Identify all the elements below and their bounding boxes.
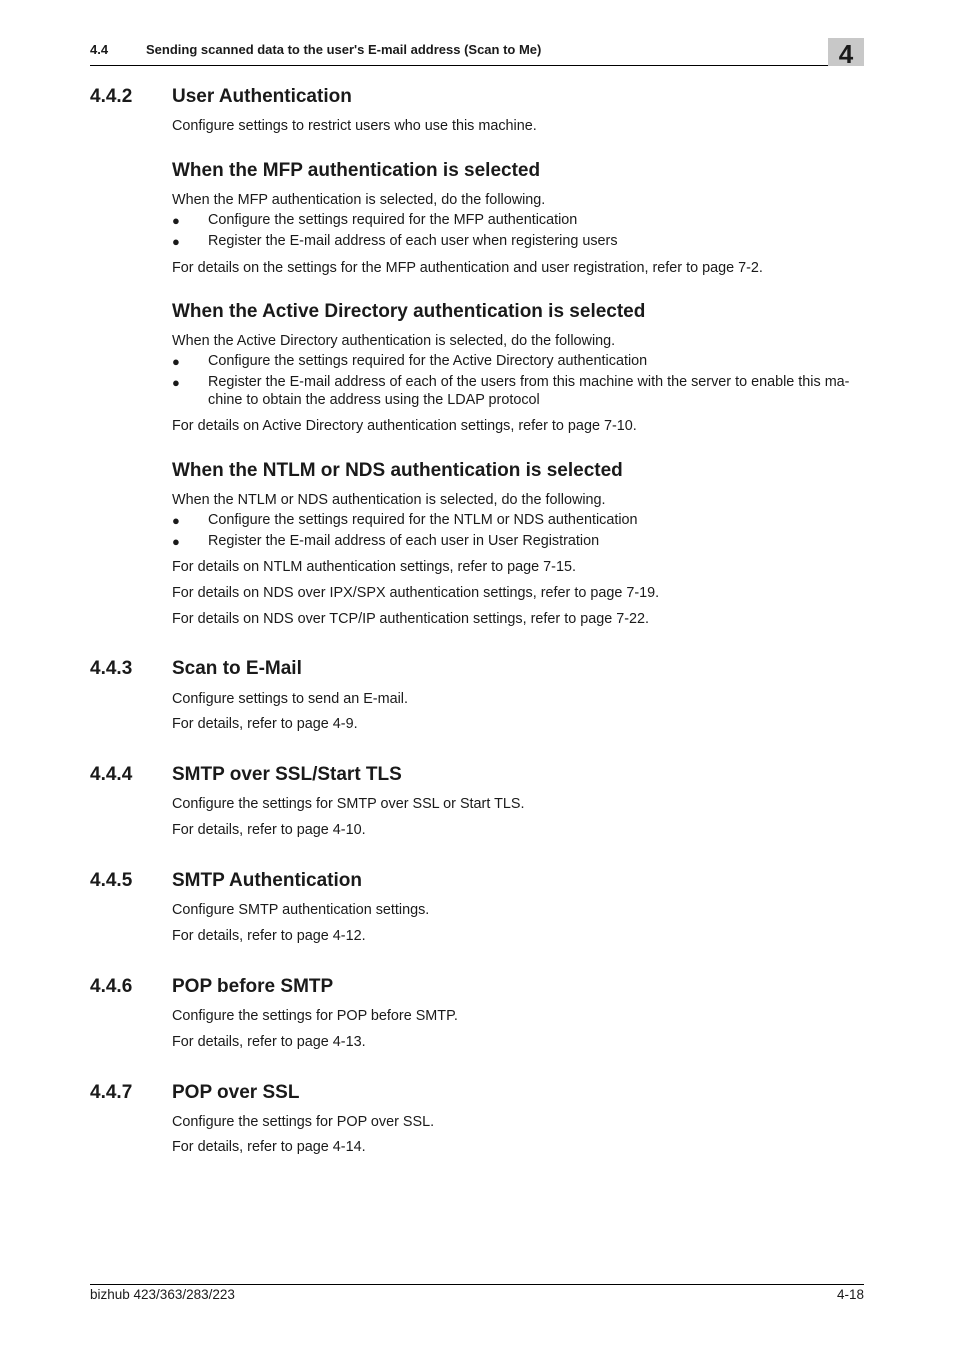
section-text: Configure the settings for POP over SSL. [172,1114,435,1130]
chapter-tab: 4 [828,38,864,66]
header-section-title: Sending scanned data to the user's E-mail address (Scan to Me) [146,42,542,57]
mfp-details: For details on the settings for the MFP authentication and user registration, refer to page 7-2. [172,260,763,276]
section-number-4-4-7: 4.4.7 [90,1082,133,1103]
mfp-bullet-1: Configure the settings required for the MFP authentication [208,212,578,228]
bullet-icon: ● [172,534,180,549]
section-title-pop-before-smtp: POP before SMTP [172,976,334,997]
header-rule [90,65,864,66]
bullet-icon: ● [172,234,180,249]
section-reference: For details, refer to page 4-13. [172,1034,366,1050]
section-number-4-4-2: 4.4.2 [90,86,133,107]
ntlm-details-2: For details on NDS over IPX/SPX authentication settings, refer to page 7-19. [172,585,660,601]
section-title-smtp-ssl: SMTP over SSL/Start TLS [172,764,402,785]
mfp-bullet-2: Register the E-mail address of each user when registering users [208,233,618,249]
ad-lead: When the Active Directory authentication is selected, do the following. [172,333,616,349]
bullet-icon: ● [172,213,180,228]
section-intro: Configure settings to restrict users who use this machine. [172,118,537,134]
bullet-icon: ● [172,375,180,390]
subheading-active-directory: When the Active Directory authentication is selected [172,301,646,322]
footer-page-number: 4-18 [836,1287,864,1302]
ad-bullet-2-line-2: chine to obtain the address using the LDAP protocol [208,392,540,408]
header-section-number: 4.4 [90,42,109,57]
section-text: Configure the settings for SMTP over SSL or Start TLS. [172,796,525,812]
section-title-pop-over-ssl: POP over SSL [172,1082,300,1103]
section-text: Configure settings to send an E-mail. [172,691,408,707]
section-title-smtp-auth: SMTP Authentication [172,870,362,891]
section-reference: For details, refer to page 4-14. [172,1139,366,1155]
bullet-icon: ● [172,513,180,528]
section-title-user-authentication: User Authentication [172,86,352,107]
ntlm-details-1: For details on NTLM authentication settings, refer to page 7-15. [172,559,576,575]
bullet-icon: ● [172,354,180,369]
section-reference: For details, refer to page 4-10. [172,822,366,838]
footer-model: bizhub 423/363/283/223 [90,1287,235,1302]
ntlm-lead: When the NTLM or NDS authentication is selected, do the following. [172,492,606,508]
section-reference: For details, refer to page 4-9. [172,716,358,732]
subheading-mfp: When the MFP authentication is selected [172,160,541,181]
section-text: Configure the settings for POP before SMTP. [172,1008,458,1024]
section-title-scan-to-email: Scan to E-Mail [172,658,302,679]
ad-bullet-1: Configure the settings required for the Active Directory authentication [208,353,648,369]
footer-rule [90,1284,864,1285]
section-reference: For details, refer to page 4-12. [172,928,366,944]
mfp-lead: When the MFP authentication is selected, do the following. [172,192,546,208]
section-number-4-4-3: 4.4.3 [90,658,133,679]
ad-details: For details on Active Directory authentication settings, refer to page 7-10. [172,418,637,434]
section-text: Configure SMTP authentication settings. [172,902,430,918]
ntlm-details-3: For details on NDS over TCP/IP authentication settings, refer to page 7-22. [172,611,650,627]
ntlm-bullet-2: Register the E-mail address of each user in User Registration [208,533,600,549]
section-number-4-4-5: 4.4.5 [90,870,133,891]
section-number-4-4-4: 4.4.4 [90,764,133,785]
ntlm-bullet-1: Configure the settings required for the NTLM or NDS authentication [208,512,638,528]
section-number-4-4-6: 4.4.6 [90,976,133,997]
ad-bullet-2-line-1: Register the E-mail address of each of the users from this machine with the server to enable this ma- [208,374,850,390]
subheading-ntlm-nds: When the NTLM or NDS authentication is selected [172,460,623,481]
